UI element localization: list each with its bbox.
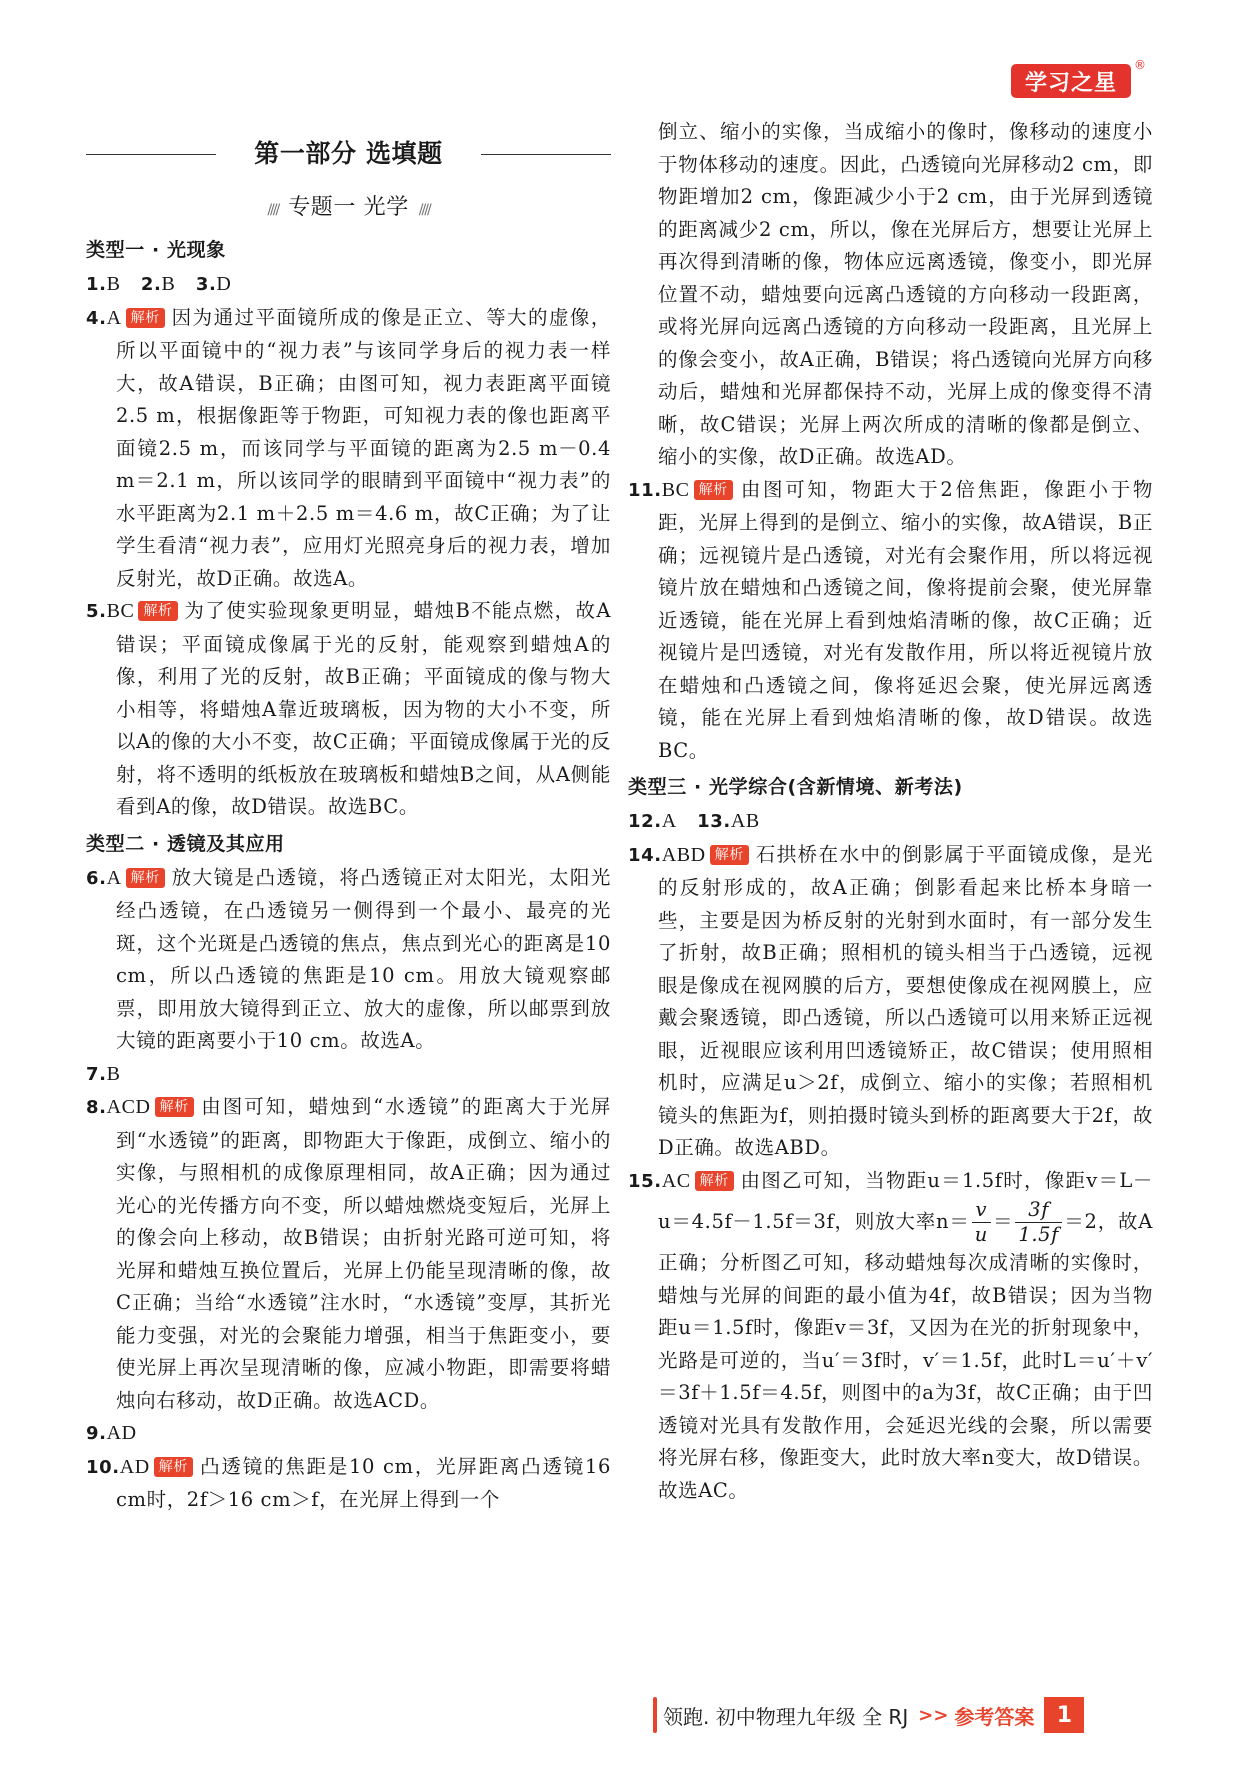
hatch-decoration-right: //// — [418, 202, 430, 218]
analysis-text: 由图乙可知，当物距u＝1.5f时，像距v＝L－u＝4.5f－1.5f＝3f，则放大率n＝ — [658, 1168, 1153, 1233]
answer-item-14 — [628, 839, 1153, 1165]
part-title — [86, 132, 611, 176]
title-rule-right — [481, 154, 611, 155]
answer-choice: BC — [661, 478, 690, 501]
answer-item-11 — [628, 474, 1153, 768]
book-title: 领跑. 初中物理九年级 全 RJ — [663, 1704, 909, 1729]
analysis-text: 由图可知，物距大于2倍焦距，像距小于物距，光屏上得到的是倒立、缩小的实像，故A错误，B正确；远视镜片是凸透镜，对光有会聚作用，所以将远视镜片放在蜡烛和凸透镜之间，像将提前会聚，使光屏靠近透镜，能在光屏上看到烛焰清晰的像，故C正确；近视镜片是凹透镜，对光有发散作用，所以将近视镜片放在蜡烛和凸透镜之间，像将延迟会聚，使光屏远离透镜，能在光屏上看到烛焰清晰的像，故D错误。故选BC。 — [658, 477, 1153, 762]
answer-row-1-3 — [86, 268, 611, 302]
analysis-tag: 解析 — [155, 1097, 194, 1117]
question-number: 13. — [697, 811, 731, 832]
fraction-numerator: 3f — [1015, 1198, 1062, 1223]
answer-choice: A — [661, 810, 677, 832]
equals-sign: ＝ — [992, 1210, 1014, 1233]
answer-item-5 — [86, 595, 611, 824]
answer-item-15 — [628, 1165, 1153, 1508]
answer-item-8 — [86, 1091, 611, 1417]
hatch-decoration-left: //// — [267, 202, 279, 218]
analysis-text: 石拱桥在水中的倒影属于平面镜成像，是光的反射形成的，故A正确；倒影看起来比桥本身暗一些，主要是因为桥反射的光射到水面时，有一部分发生了折射，故B正确；照相机的镜头相当于凸透镜，远视眼是像成在视网膜的后方，要想使像成在视网膜上，应戴会聚透镜，即凸透镜，所以凸透镜可以用来矫正远视眼，近视眼应该利用凹透镜矫正，故C错误；使用照相机时，应满足u＞2f，成倒立、缩小的实像；若照相机镜头的焦距为f，则拍摄时镜头到桥的距离要大于2f，故D正确。故选ABD。 — [658, 842, 1153, 1159]
question-number: 1. — [86, 274, 107, 295]
answer-choice: AB — [730, 810, 760, 832]
question-number: 3. — [195, 274, 217, 295]
question-number: 15. — [628, 1170, 662, 1192]
answer-choice: ABD — [661, 843, 706, 866]
fraction-v-over-u — [972, 1198, 991, 1247]
answer-choice: A — [106, 866, 122, 889]
section-heading-2: 类型二 · 透镜及其应用 — [86, 832, 285, 855]
fraction-numerator: v — [972, 1198, 991, 1223]
answer-item-10 — [86, 1451, 611, 1517]
question-number: 11. — [628, 479, 662, 501]
answer-choice: AC — [661, 1169, 691, 1192]
analysis-text: 倒立、缩小的实像，当成缩小的像时，像移动的速度小于物体移动的速度。因此，凸透镜向光屏移动2 cm，即物距增加2 cm，像距减少小于2 cm，由于光屏到透镜的距离减少2 cm，所以，像在光屏后方，想要让光屏上再次得到清晰的像，物体应远离透镜，像变小，即光屏位置不动，蜡烛要向远离凸透镜的方向移动一段距离，或将光屏向远离凸透镜的方向移动一段距离，且光屏上的像会变小，故A正确，B错误；将凸透镜向光屏方向移动后，蜡烛和光屏都保持不动，光屏上成的像变得不清晰，故C错误；光屏上两次所成的清晰的像都是倒立、缩小的实像，故D正确。故选AD。 — [658, 120, 1153, 468]
question-number: 9. — [86, 1423, 107, 1444]
part-title-text: 第一部分 选填题 — [238, 138, 459, 171]
question-number: 7. — [86, 1063, 107, 1085]
fraction-denominator: u — [974, 1223, 988, 1246]
analysis-tag: 解析 — [694, 480, 733, 500]
question-number: 4. — [86, 307, 107, 329]
fraction-denominator: 1.5f — [1018, 1223, 1059, 1246]
reference-answers-label: 参考答案 — [954, 1704, 1035, 1729]
analysis-tag: 解析 — [126, 868, 165, 888]
answer-item-9 — [86, 1417, 611, 1451]
answer-choice: ACD — [106, 1096, 151, 1118]
analysis-text: 凸透镜的焦距是10 cm，光屏距离凸透镜16 cm时，2f＞16 cm＞f，在光屏上得到一个 — [116, 1454, 611, 1511]
analysis-text: 因为通过平面镜所成的像是正立、等大的虚像，所以平面镜中的“视力表”与该同学身后的视力表一样大，故A错误，B正确；由图可知，视力表距离平面镜2.5 m，根据像距等于物距，可知视力表的像也距离平面镜2.5 m，而该同学与平面镜的距离为2.5 m－0.4 m＝2.1 m，所以该同学的眼睛到平面镜中“视力表”的水平距离为2.1 m＋2.5 m＝4.6 m，故C正确；为了让学生看清“视力表”，应用灯光照亮身后的视力表，增加反射光，故D正确。故选A。 — [116, 305, 611, 590]
answer-choice: AD — [119, 1455, 150, 1478]
answer-item-4 — [86, 302, 611, 596]
answer-item-7 — [86, 1058, 611, 1092]
question-number: 14. — [628, 844, 662, 866]
answer-choice: BC — [106, 600, 135, 622]
page-number: 1 — [1044, 1697, 1084, 1733]
analysis-tag: 解析 — [695, 1171, 734, 1191]
page-footer — [653, 1693, 1133, 1737]
analysis-tag: 解析 — [126, 308, 165, 328]
title-rule-left — [86, 154, 216, 155]
topic-title — [86, 188, 611, 228]
answer-choice: AD — [106, 1422, 137, 1444]
section-heading-1: 类型一 · 光现象 — [86, 239, 226, 261]
answer-choice: B — [161, 273, 176, 295]
double-chevron-icon: >> — [918, 1704, 949, 1726]
analysis-text: 放大镜是凸透镜，将凸透镜正对太阳光，太阳光经凸透镜，在凸透镜另一侧得到一个最小、最亮的光斑，这个光斑是凸透镜的焦点，焦点到光心的距离是10 cm，所以凸透镜的焦距是10 cm。用放大镜观察邮票，即用放大镜得到正立、放大的虚像，所以邮票到放大镜的距离要小于10 cm。故选A。 — [116, 865, 611, 1052]
answer-choice: D — [216, 273, 232, 295]
fraction-3f-over-1-5f — [1015, 1198, 1062, 1247]
analysis-text: ＝2，故A正确；分析图乙可知，移动蜡烛每次成清晰的实像时，蜡烛与光屏的间距的最小值为4f，故B错误；因为当物距u＝1.5f时，像距v＝3f，又因为在光的折射现象中，光路是可逆的，当u′＝3f时，v′＝1.5f，此时L＝u′＋v′＝3f＋1.5f＝4.5f，则图中的a为3f，故C正确；由于凹透镜对光具有发散作用，会延迟光线的会聚，所以需要将光屏右移，像距变大，此时放大率n变大，故D错误。故选AC。 — [658, 1210, 1153, 1502]
footer-accent-bar — [653, 1697, 657, 1733]
analysis-tag: 解析 — [710, 845, 749, 865]
answer-choice: B — [106, 273, 121, 295]
brand-logo: 学习之星 — [1011, 64, 1131, 98]
answer-item-6 — [86, 862, 611, 1058]
analysis-text: 由图可知，蜡烛到“水透镜”的距离大于光屏到“水透镜”的距离，即物距大于像距，成倒立、缩小的实像，与照相机的成像原理相同，故A正确；因为通过光心的光传播方向不变，所以蜡烛燃烧变短后，光屏上的像会向上移动，故B错误；由折射光路可逆可知，将光屏和蜡烛互换位置后，光屏上仍能呈现清晰的像，故C正确；当给“水透镜”注水时，“水透镜”变厚，其折光能力变强，对光的会聚能力增强，相当于焦距变小，要使光屏上再次呈现清晰的像，应减小物距，即需要将蜡烛向右移动，故D正确。故选ACD。 — [116, 1095, 611, 1412]
question-number: 8. — [86, 1097, 107, 1118]
question-number: 12. — [628, 811, 662, 832]
right-column — [628, 116, 1153, 1507]
answer-choice: A — [106, 306, 122, 329]
answer-item-10-continued — [628, 116, 1153, 474]
analysis-tag: 解析 — [154, 1457, 193, 1477]
analysis-text: 为了使实验现象更明显，蜡烛B不能点燃，故A错误；平面镜成像属于光的反射，能观察到蜡烛A的像，利用了光的反射，故B正确；平面镜成的像与物大小相等，将蜡烛A靠近玻璃板，因为物的大小不变，所以A的像的大小不变，故C正确；平面镜成像属于光的反射，将不透明的纸板放在玻璃板和蜡烛B之间，从A侧能看到A的像，故D错误。故选BC。 — [116, 599, 611, 818]
topic-title-text: 专题一 光学 — [288, 195, 409, 220]
analysis-tag: 解析 — [138, 601, 177, 621]
question-number: 6. — [86, 867, 107, 889]
left-column — [86, 0, 611, 1517]
answer-choice: B — [106, 1062, 121, 1085]
registered-mark: ® — [1134, 58, 1146, 72]
section-heading-3: 类型三 · 光学综合(含新情境、新考法) — [628, 776, 963, 798]
question-number: 2. — [140, 274, 162, 295]
answer-row-12-13 — [628, 805, 1153, 839]
question-number: 5. — [86, 601, 107, 622]
question-number: 10. — [86, 1456, 120, 1478]
